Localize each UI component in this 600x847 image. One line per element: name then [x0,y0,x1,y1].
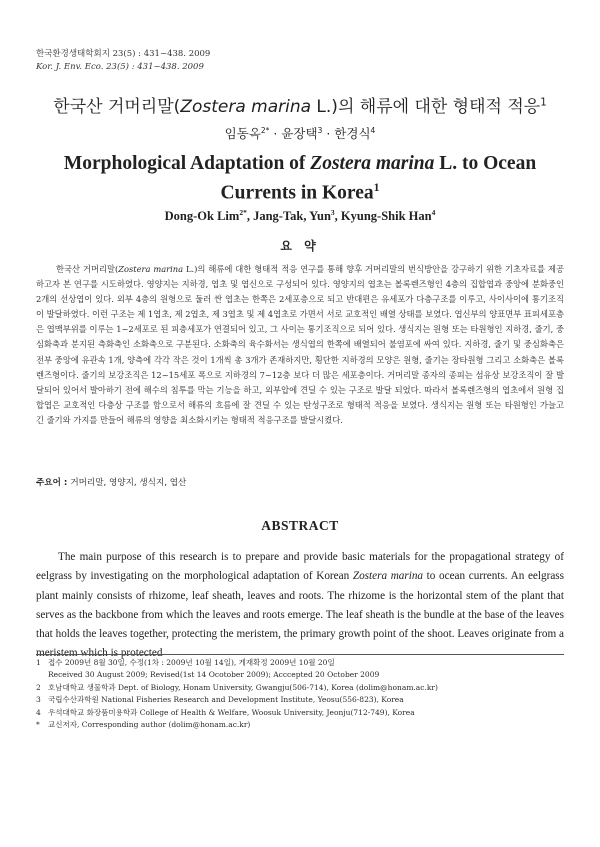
authors-english: Dong-Ok Lim$^{2*}$, Jang-Tak, Yun$^3$, Kyung-Shik Han$^4$ [164,208,436,224]
footnote-received: Received 30 August 2009; Revised(1st 14 Ocotober 2009); Acccepted 20 October 2009 [48,670,380,680]
title-english: Morphological Adaptation of Zostera marina L. to Ocean Currents in Korea$^1$ [63,153,537,204]
journal-citation [36,48,210,74]
abstract-body: The main purpose of this research is to prepare and provide basic materials for the propagational strategy of eelgrass by investigating on the morphological adaptation of Korean Zostera marina to ocean currents. An eelgrass plant mainly consists of rhizome, leaf sheath, leaves and roots. The rhizome is the horizontal stem of the plant that serves as the backbone from which the leaves and roots emerge. The leaf sheath is the bundle at the base of the leaves that holds the leaves together, protecting the meristem, the primary growth point of the shoot. Leaves originate from a meristem which is protected [36,551,564,660]
footnote: 1 접수 2009년 8월 30일, 수정(1차 : 2009년 10월 14일), 게재확정 2009년 10월 20일 [36,658,335,667]
authors-korean: 임동옥$^{2*}$ · 윤장택$^3$ · 한경식$^4$ [224,125,376,141]
species-name: Zostera marina [180,97,312,117]
keywords-label: 주요어 : [36,478,71,488]
abstract-heading: ABSTRACT [261,518,339,533]
footnotes [36,657,576,731]
journal-line-ko: 한국환경생태학회지 23(5) : 431~438. 2009 [36,49,211,59]
footnote: 2 호남대학교 생물학과 Dept. of Biology, Honam University, Gwangju(506-714), Korea (dolim@honam.ac.kr) [36,682,438,692]
species-name: Zostera marina [118,264,184,274]
journal-line-en: Kor. J. Env. Eco. 23(5) : 431~438. 2009 [36,62,204,72]
author-name: Kyung-Shik Han [340,209,432,224]
footnote-divider [36,654,564,655]
keywords [36,476,186,488]
title-korean: 한국산 거머리말(Zostera marina L.)의 해류에 대한 형태적 적응$^1$ [53,97,547,117]
species-name: Zostera marina [310,153,435,174]
author-name: 한경식 [334,126,371,141]
footnote: * 교신저자, Corresponding author (dolim@honam.ac.kr) [36,720,251,730]
footnote: 4 우석대학교 화장품미용학과 College of Health & Welfare, Woosuk University, Jeonju(712-749), Korea [36,707,415,717]
author-name: 윤장택 [281,126,318,141]
species-name: Zostera marina [352,570,424,583]
author-name: Jang-Tak, Yun [253,209,331,224]
footnote: 3 국립수산과학원 National Fisheries Research and Development Institute, Yeosu(556-823), Korea [36,695,404,705]
summary-korean: 한국산 거머리말(Zostera marina L.)의 해류에 대한 형태적 적응 연구를 통해 향후 거머리말의 번식방안을 강구하기 위한 기초자료를 제공하고자 본 연구를 시도하였다. 영양지는 지하경, 엽초 및 엽신으로 구성되어 있다. 영양지의 엽초는 볼록렌즈형인 4층의 집합엽과 중앙에 분화중인 2개의 선상엽이 있다. 외부 4층의 원형으로 둘러 싼 엽초는 한쪽은 2세포층으로 되고 반대편은 유세포가 다층구조를 이루고, 사이사이에 통기조직이 발달하였다. 이런 구조는 제 1엽초, 제 2엽초, 제 3엽초 및 제 4엽초로 가면서 서로 교호적인 배열 상태를 보였다. 엽신부의 양표면부 표피세포층은 엽맥부위를 이루는 1~2세포로 된 피층세포가 연결되어 있고, 그 사이는 통기조직으로 되어 있다. 생식지는 원형 또는 타원형인 지하경, 줄기, 중심화축과 분지된 측화축인 소화축으로 구분된다. 소화축의 육수화서는 생식엽의 한쪽에 배열되어 불염포에 싸여 있다. 지하경, 줄기 및 중심화축은 전부 중앙에 유관속 1개, 양측에 각각 작은 것이 1개씩 총 3개가 존재하지만, 횡단한 지하경의 모양은 원형, 줄기는 장타원형 그리고 소화축은 볼록렌즈형이다. 줄기의 보강조직은 12~15세포 폭으로 지하경의 7~12층 보다 더 많은 세포층이다. 거머리말 종자의 종피는 섬유상 보강조직이 잘 발달되어 있어서 발아하기 전에 해수의 침투를 막는 기능을 하고, 외부압에 견딜 수 있는 구조로 발달 되었다. 따라서 볼록렌즈형의 엽초에서 원형 집합엽은 교호적인 다층상 구조를 함으로서 해류의 흐름에 잘 견딜 수 있는 탄성구조로 형태적 적응을 보였다. 생식지는 원형 또는 타원형인 가늘고 긴 줄기와 가지를 만들어 해류의 영향을 최소화시키는 형태적 적응구조를 발달시켰다. [36,264,565,425]
keywords-text: 거머리말, 영양지, 생식지, 엽산 [70,478,187,488]
author-name: Dong-Ok Lim [164,209,240,224]
author-name: 임동옥 [224,126,261,141]
summary-heading: 요 약 [280,239,320,253]
